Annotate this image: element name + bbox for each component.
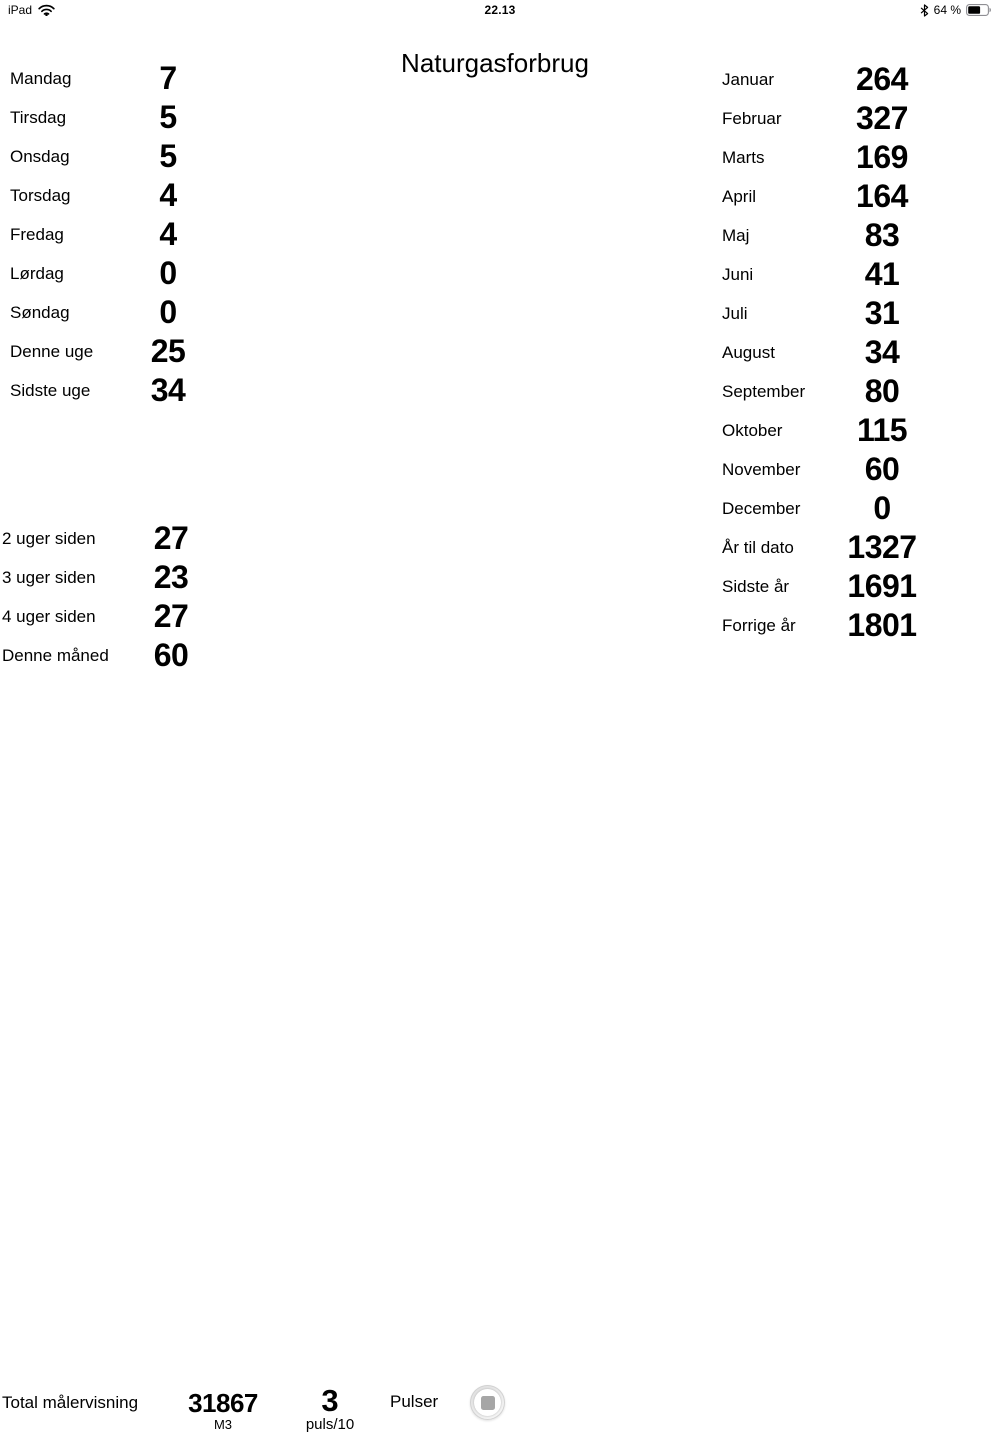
stat-value: 60: [864, 451, 900, 487]
stat-row: [10, 215, 206, 254]
total-meter-reading: [163, 1388, 283, 1432]
stat-label: Denne uge: [10, 341, 94, 361]
stat-label: 2 uger siden: [2, 528, 96, 548]
stat-value: 23: [153, 559, 189, 595]
stat-row: [722, 606, 928, 645]
stat-label: 3 uger siden: [2, 567, 96, 587]
stat-value: 327: [856, 100, 908, 136]
pulse-value: 3: [321, 1383, 339, 1418]
stat-value: 1801: [847, 607, 917, 643]
stat-value: 60: [153, 637, 189, 673]
stat-label: Juni: [722, 264, 754, 284]
week-stats: [10, 59, 206, 410]
stat-label: Sidste år: [722, 576, 790, 596]
stat-value: 1691: [847, 568, 917, 604]
status-time: 22.13: [484, 3, 516, 17]
stat-row: [722, 255, 928, 294]
stat-value: 34: [150, 372, 186, 408]
stat-label: Onsdag: [10, 146, 70, 166]
stat-value: 0: [159, 255, 177, 291]
stat-value: 5: [159, 138, 177, 174]
stat-label: Tirsdag: [10, 107, 67, 127]
stat-row: [2, 519, 208, 558]
stat-row: [722, 294, 928, 333]
pulser-indicator[interactable]: [470, 1385, 505, 1420]
bluetooth-icon: [920, 4, 929, 17]
month-stats: [722, 60, 928, 645]
stat-label: Denne måned: [2, 645, 109, 665]
stat-value: 164: [856, 178, 908, 214]
stat-value: 80: [864, 373, 900, 409]
stat-label: Fredag: [10, 224, 64, 244]
stat-label: December: [722, 498, 801, 518]
stat-label: Søndag: [10, 302, 70, 322]
stat-label: Torsdag: [10, 185, 71, 205]
stat-value: 264: [856, 61, 908, 97]
stat-label: 4 uger siden: [2, 606, 96, 626]
stat-row: [10, 98, 206, 137]
stat-label: År til dato: [722, 537, 794, 557]
pulse-reading: [285, 1383, 375, 1433]
stat-label: Forrige år: [722, 615, 796, 635]
battery-icon: [966, 4, 992, 16]
stat-label: Juli: [722, 303, 748, 323]
stop-square-icon: [481, 1396, 495, 1410]
stat-row: [10, 332, 206, 371]
stat-row: [10, 137, 206, 176]
stat-row: [722, 60, 928, 99]
stat-row: [2, 597, 208, 636]
battery-percent: 64 %: [933, 3, 961, 17]
footer: [0, 690, 1000, 1433]
stat-label: Januar: [722, 69, 774, 89]
stat-row: [10, 293, 206, 332]
stat-label: August: [722, 342, 775, 362]
stat-value: 27: [153, 520, 189, 556]
stat-value: 0: [873, 490, 891, 526]
stat-value: 0: [159, 294, 177, 330]
device-label: iPad: [8, 3, 33, 17]
stat-row: [722, 450, 928, 489]
stat-label: April: [722, 186, 757, 206]
stat-value: 83: [864, 217, 900, 253]
stat-value: 4: [159, 216, 177, 252]
stat-row: [2, 636, 208, 675]
stat-label: Maj: [722, 225, 750, 245]
total-meter-value: 31867: [188, 1388, 258, 1418]
stat-value: 27: [153, 598, 189, 634]
stat-label: Sidste uge: [10, 380, 91, 400]
stat-label: Mandag: [10, 68, 72, 88]
stat-row: [722, 138, 928, 177]
stat-row: [722, 177, 928, 216]
pulser-led-ring: [474, 1389, 501, 1416]
stat-value: 1327: [847, 529, 917, 565]
stat-label: Februar: [722, 108, 782, 128]
stat-row: [10, 254, 206, 293]
stat-value: 169: [856, 139, 908, 175]
stat-label: Oktober: [722, 420, 783, 440]
stat-row: [722, 372, 928, 411]
stat-row: [722, 216, 928, 255]
stat-row: [722, 99, 928, 138]
stat-value: 41: [864, 256, 900, 292]
stat-label: Marts: [722, 147, 765, 167]
stat-value: 5: [159, 99, 177, 135]
stat-value: 31: [864, 295, 900, 331]
pulse-unit: puls/10: [305, 1416, 355, 1433]
stat-value: 4: [159, 177, 177, 213]
stat-row: [722, 489, 928, 528]
stat-row: [722, 567, 928, 606]
stat-value: 115: [856, 412, 908, 448]
total-meter-label: Total målervisning: [2, 1393, 139, 1412]
stat-value: 34: [864, 334, 900, 370]
stat-row: [10, 59, 206, 98]
status-right: [920, 3, 992, 17]
past-weeks-stats: [2, 519, 208, 675]
stat-row: [722, 333, 928, 372]
stat-label: November: [722, 459, 801, 479]
stat-label: Lørdag: [10, 263, 64, 283]
total-meter-unit: M3: [213, 1417, 233, 1432]
pulser-label: Pulser: [390, 1392, 439, 1411]
stat-value: 7: [159, 60, 177, 96]
stat-label: September: [722, 381, 806, 401]
stat-row: [10, 371, 206, 410]
stat-row: [10, 176, 206, 215]
page-title: Naturgasforbrug: [401, 48, 589, 78]
stat-row: [722, 528, 928, 567]
stat-row: [722, 411, 928, 450]
stat-row: [2, 558, 208, 597]
stat-value: 25: [150, 333, 186, 369]
status-bar: [0, 0, 1000, 20]
